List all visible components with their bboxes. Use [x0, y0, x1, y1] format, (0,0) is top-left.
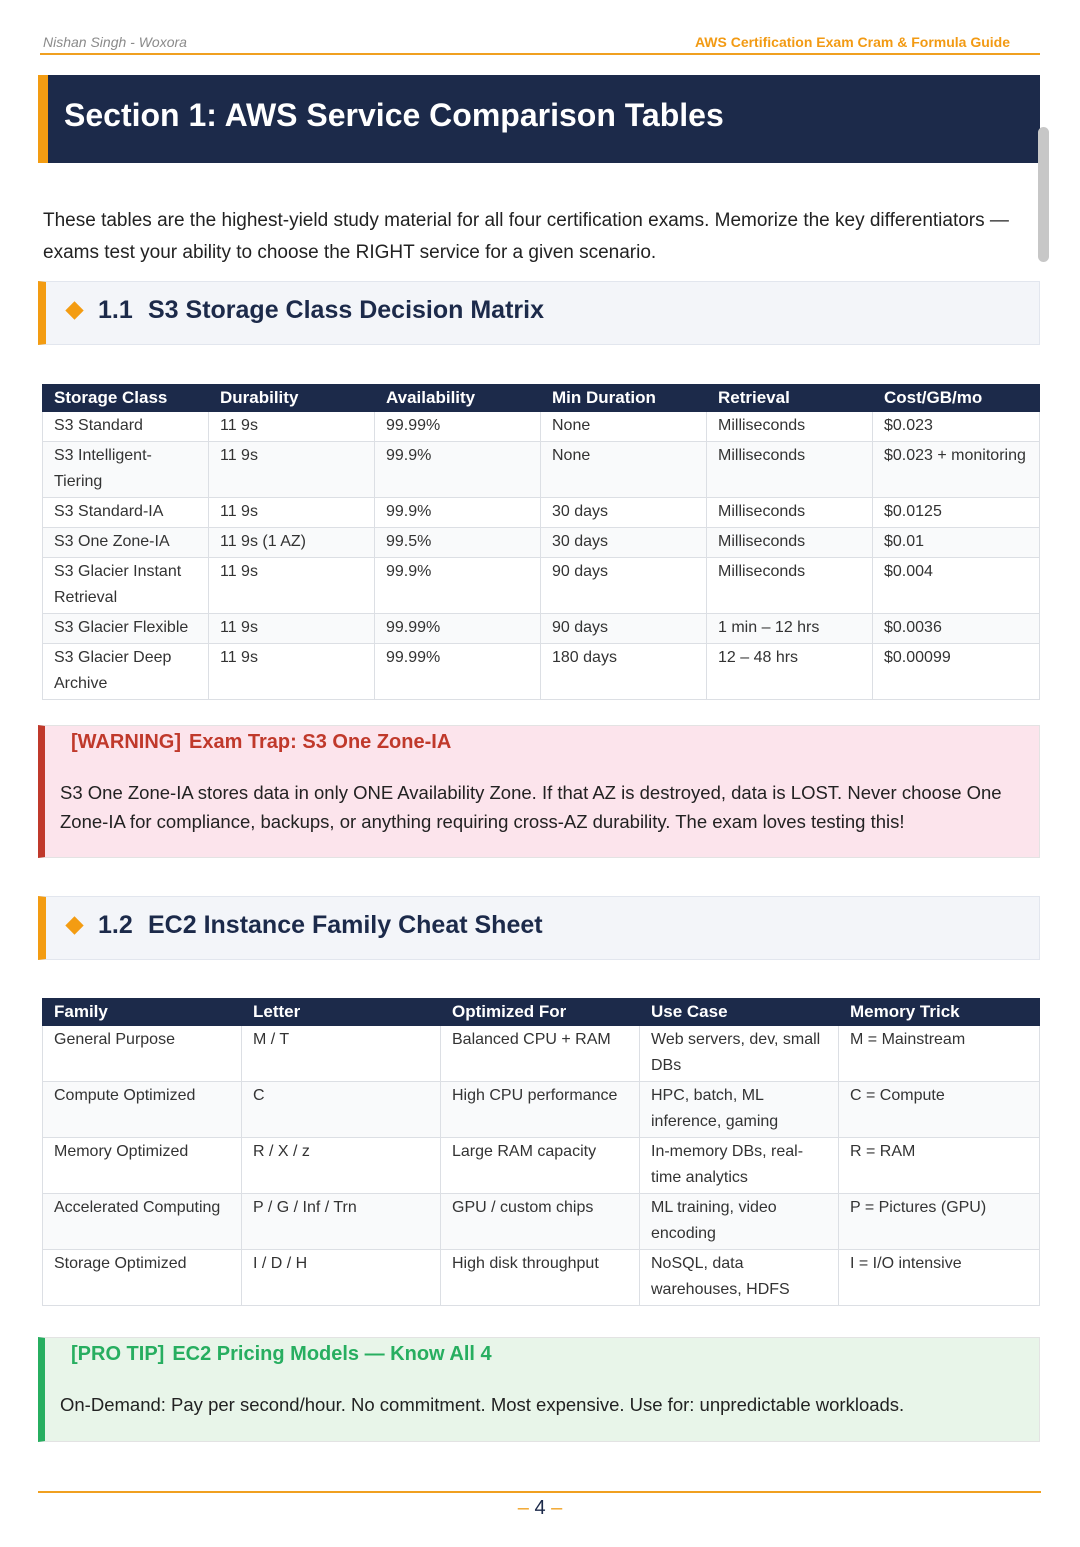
table-cell: S3 Standard-IA	[43, 498, 209, 528]
table-cell: 11 9s	[209, 442, 375, 498]
table-cell: 99.99%	[375, 412, 541, 442]
column-header: Use Case	[640, 999, 839, 1026]
page-number-value: 4	[534, 1497, 546, 1519]
subsection-number: 1.2	[98, 911, 133, 939]
table-cell: C = Compute	[839, 1082, 1040, 1138]
table-cell: In-memory DBs, real-time analytics	[640, 1138, 839, 1194]
table-cell: S3 Glacier Flexible	[43, 614, 209, 644]
table-cell: 99.5%	[375, 528, 541, 558]
table-cell: 11 9s	[209, 558, 375, 614]
table-cell: P / G / Inf / Trn	[242, 1194, 441, 1250]
table-cell: High disk throughput	[441, 1250, 640, 1306]
table-row	[43, 498, 1040, 528]
tip-title	[71, 1343, 492, 1366]
table-cell: GPU / custom chips	[441, 1194, 640, 1250]
table-cell: 99.9%	[375, 442, 541, 498]
table-cell: 99.99%	[375, 614, 541, 644]
table-row	[43, 1250, 1040, 1306]
table-cell: HPC, batch, ML inference, gaming	[640, 1082, 839, 1138]
s3-storage-table	[42, 384, 1040, 700]
column-header: Optimized For	[441, 999, 640, 1026]
table-header-row	[43, 999, 1040, 1026]
warning-text: S3 One Zone-IA stores data in only ONE Availability Zone. If that AZ is destroyed, data is LOST. Never choose One Zone-IA for compliance, backups, or anything requiring cross-AZ durability. The exam loves testing this!	[60, 782, 1002, 832]
table-cell: General Purpose	[43, 1026, 242, 1082]
table-row	[43, 1194, 1040, 1250]
column-header: Storage Class	[43, 385, 209, 412]
table-cell: I = I/O intensive	[839, 1250, 1040, 1306]
guide-title: AWS Certification Exam Cram & Formula Guide	[694, 34, 1010, 50]
column-header: Durability	[209, 385, 375, 412]
author-name: Nishan Singh - Woxora	[43, 34, 187, 50]
column-header: Cost/GB/mo	[873, 385, 1040, 412]
table-cell: S3 Standard	[43, 412, 209, 442]
column-header: Letter	[242, 999, 441, 1026]
column-header: Availability	[375, 385, 541, 412]
table-cell: NoSQL, data warehouses, HDFS	[640, 1250, 839, 1306]
intro-paragraph: These tables are the highest-yield study material for all four certification exams. Memorize the key differentiators — exams test your ability to choose the RIGHT service for a given scenario.	[43, 210, 1009, 263]
table-cell: Storage Optimized	[43, 1250, 242, 1306]
warning-tag: [WARNING]	[71, 731, 181, 753]
table-row	[43, 1082, 1040, 1138]
ec2-family-table	[42, 998, 1040, 1306]
subsection-heading-s3	[38, 281, 1040, 345]
table-cell: 90 days	[541, 614, 707, 644]
scrollbar-thumb[interactable]	[1038, 127, 1049, 262]
table-cell: Milliseconds	[707, 412, 873, 442]
page-dash-left: –	[517, 1497, 529, 1519]
table-cell: 11 9s	[209, 498, 375, 528]
table-row	[43, 442, 1040, 498]
column-header: Retrieval	[707, 385, 873, 412]
table-cell: M = Mainstream	[839, 1026, 1040, 1082]
table-row	[43, 412, 1040, 442]
table-cell: 99.99%	[375, 644, 541, 700]
table-row	[43, 644, 1040, 700]
table-cell: 99.9%	[375, 498, 541, 528]
subsection-title: S3 Storage Class Decision Matrix	[148, 296, 544, 324]
table-cell: ML training, video encoding	[640, 1194, 839, 1250]
subsection-number: 1.1	[98, 296, 133, 324]
table-cell: 1 min – 12 hrs	[707, 614, 873, 644]
running-header	[40, 33, 1040, 55]
subsection-title: EC2 Instance Family Cheat Sheet	[148, 911, 543, 939]
table-cell: None	[541, 412, 707, 442]
table-cell: P = Pictures (GPU)	[839, 1194, 1040, 1250]
table-cell: $0.01	[873, 528, 1040, 558]
subsection-heading-ec2	[38, 896, 1040, 960]
table-cell: 30 days	[541, 498, 707, 528]
column-header: Min Duration	[541, 385, 707, 412]
section-title: Section 1: AWS Service Comparison Tables	[64, 97, 724, 133]
tip-text: On-Demand: Pay per second/hour. No commitment. Most expensive. Use for: unpredictable workloads.	[60, 1394, 905, 1415]
table-cell: S3 Glacier Deep Archive	[43, 644, 209, 700]
table-cell: 30 days	[541, 528, 707, 558]
table-cell: $0.004	[873, 558, 1040, 614]
table-cell: $0.0036	[873, 614, 1040, 644]
table-cell: S3 Glacier Instant Retrieval	[43, 558, 209, 614]
page-dash-right: –	[551, 1497, 563, 1519]
page-number	[0, 1497, 1080, 1520]
section-banner	[38, 75, 1040, 163]
table-cell: None	[541, 442, 707, 498]
table-cell: C	[242, 1082, 441, 1138]
table-row	[43, 528, 1040, 558]
table-cell: High CPU performance	[441, 1082, 640, 1138]
table-cell: 12 – 48 hrs	[707, 644, 873, 700]
table-cell: Balanced CPU + RAM	[441, 1026, 640, 1082]
diamond-bullet-icon	[65, 301, 83, 319]
diamond-bullet-icon	[65, 916, 83, 934]
table-cell: $0.00099	[873, 644, 1040, 700]
warning-title	[71, 731, 451, 754]
table-cell: 11 9s	[209, 412, 375, 442]
table-cell: S3 Intelligent-Tiering	[43, 442, 209, 498]
footer-divider	[38, 1491, 1041, 1493]
table-row	[43, 1026, 1040, 1082]
table-cell: M / T	[242, 1026, 441, 1082]
tip-tag: [PRO TIP]	[71, 1343, 165, 1365]
warning-callout	[38, 725, 1040, 858]
table-cell: $0.0125	[873, 498, 1040, 528]
table-cell: 99.9%	[375, 558, 541, 614]
table-cell: Compute Optimized	[43, 1082, 242, 1138]
column-header: Family	[43, 999, 242, 1026]
table-cell: Accelerated Computing	[43, 1194, 242, 1250]
table-cell: Milliseconds	[707, 558, 873, 614]
table-cell: 11 9s (1 AZ)	[209, 528, 375, 558]
table-cell: 90 days	[541, 558, 707, 614]
table-cell: $0.023 + monitoring	[873, 442, 1040, 498]
table-header-row	[43, 385, 1040, 412]
table-cell: Milliseconds	[707, 442, 873, 498]
table-cell: 11 9s	[209, 614, 375, 644]
tip-title-text: EC2 Pricing Models — Know All 4	[172, 1343, 492, 1365]
table-cell: 11 9s	[209, 644, 375, 700]
pro-tip-callout	[38, 1337, 1040, 1442]
column-header: Memory Trick	[839, 999, 1040, 1026]
table-cell: Milliseconds	[707, 498, 873, 528]
table-row	[43, 1138, 1040, 1194]
table-cell: Memory Optimized	[43, 1138, 242, 1194]
table-cell: Web servers, dev, small DBs	[640, 1026, 839, 1082]
table-cell: Milliseconds	[707, 528, 873, 558]
table-cell: I / D / H	[242, 1250, 441, 1306]
warning-title-text: Exam Trap: S3 One Zone-IA	[188, 731, 452, 753]
table-cell: S3 One Zone-IA	[43, 528, 209, 558]
table-row	[43, 558, 1040, 614]
table-row	[43, 614, 1040, 644]
table-cell: R / X / z	[242, 1138, 441, 1194]
table-cell: 180 days	[541, 644, 707, 700]
table-cell: R = RAM	[839, 1138, 1040, 1194]
table-cell: Large RAM capacity	[441, 1138, 640, 1194]
table-cell: $0.023	[873, 412, 1040, 442]
